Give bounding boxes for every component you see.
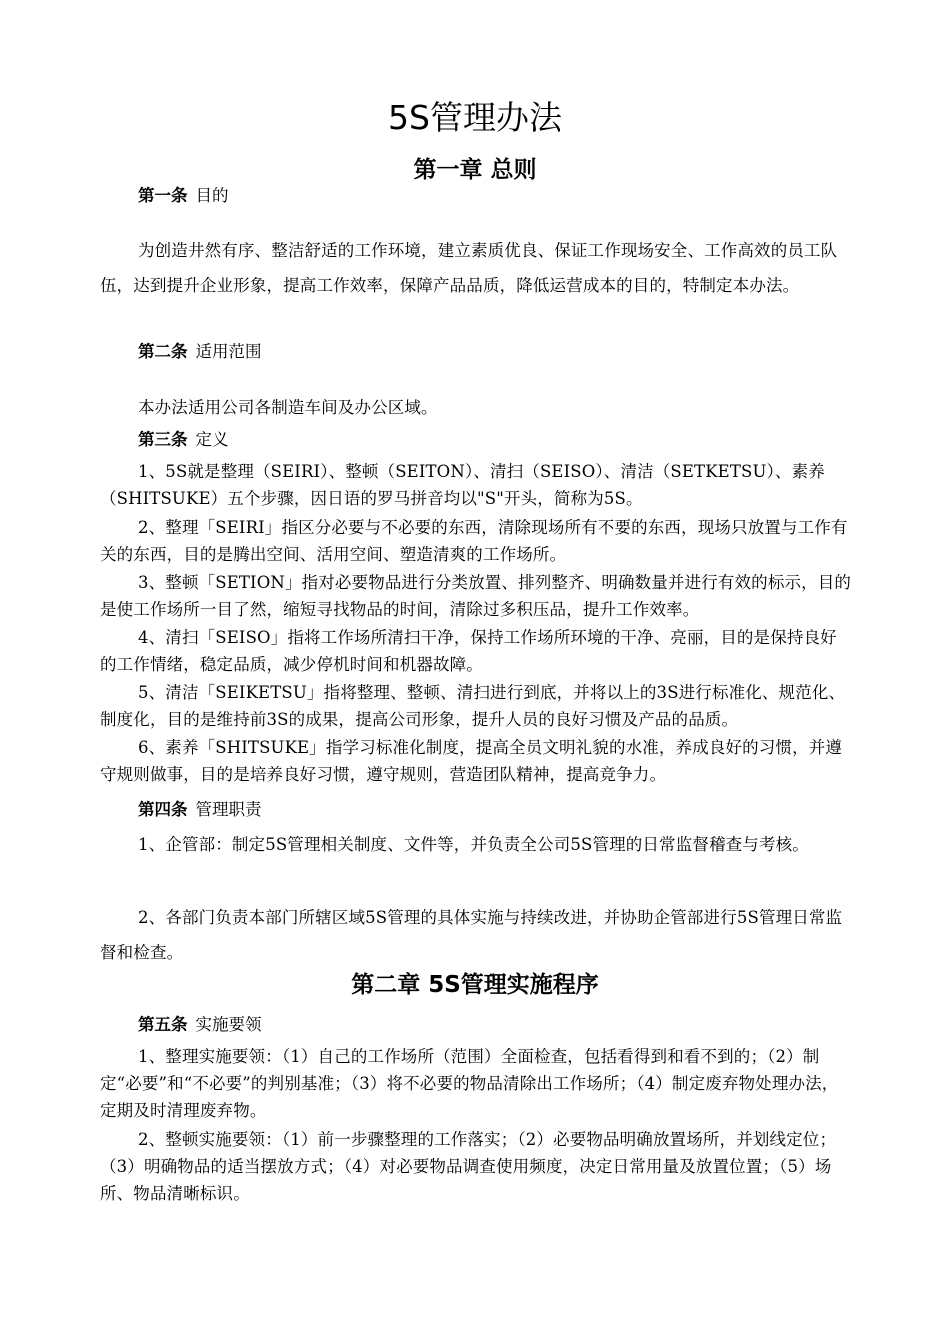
article-name: 定义: [195, 430, 229, 449]
paragraph-definition-1: 1、5S就是整理（SEIRI）、整顿（SEITON）、清扫（SEISO）、清洁（SETKETSU）、素养（SHITSUKE）五个步骤，因日语的罗马拼音均以"S"开头，简称为5S。: [100, 462, 825, 508]
paragraph-definition-5: 5、清洁「SEIKETSU」指将整理、整顿、清扫进行到底，并将以上的3S进行标准化、规范化、制度化，目的是维持前3S的成果，提高公司形象，提升人员的良好习惯及产品的品质。: [100, 683, 846, 729]
paragraph-purpose: 为创造井然有序、整洁舒适的工作环境，建立素质优良、保证工作现场安全、工作高效的员工队伍，达到提升企业形象，提高工作效率，保障产品品质，降低运营成本的目的，特制定本办法。: [100, 241, 838, 295]
paragraph-duty-2: 2、各部门负责本部门所辖区域5S管理的具体实施与持续改进，并协助企管部进行5S管理日常监督和检查。: [100, 908, 843, 962]
article-name: 管理职责: [195, 800, 262, 819]
article-number: 第四条: [138, 800, 188, 819]
article-heading-1: [138, 184, 229, 208]
article-number: 第五条: [138, 1015, 188, 1034]
paragraph-implementation-1: 1、整理实施要领：（1）自己的工作场所（范围）全面检查，包括看得到和看不到的；（2）制定“必要”和“不必要”的判别基准；（3）将不必要的物品清除出工作场所；（4）制定废弃物处理办法，定期及时清理废弃物。: [100, 1047, 839, 1120]
article-name: 实施要领: [195, 1015, 262, 1034]
document-title: 5S管理办法: [388, 98, 562, 137]
article-number: 第三条: [138, 430, 188, 449]
paragraph-duty-1: 1、企管部：制定5S管理相关制度、文件等，并负责全公司5S管理的日常监督稽查与考核。: [138, 835, 809, 854]
paragraph-definition-2: 2、整理「SEIRI」指区分必要与不必要的东西，清除现场所有不要的东西，现场只放置与工作有关的东西，目的是腾出空间、活用空间、塑造清爽的工作场所。: [100, 518, 848, 564]
paragraph-definition-4: 4、清扫「SEISO」指将工作场所清扫干净，保持工作场所环境的干净、亮丽，目的是保持良好的工作情绪，稳定品质，减少停机时间和机器故障。: [100, 628, 837, 674]
paragraph-definition-6: 6、素养「SHITSUKE」指学习标准化制度，提高全员文明礼貌的水准，养成良好的习惯，并遵守规则做事，目的是培养良好习惯，遵守规则，营造团队精神，提高竞争力。: [100, 738, 843, 784]
article-number: 第二条: [138, 342, 188, 361]
paragraph-scope: 本办法适用公司各制造车间及办公区域。: [138, 398, 438, 417]
chapter-heading-2: 第二章 5S管理实施程序: [351, 972, 599, 998]
article-heading-4: [138, 798, 262, 822]
article-heading-3: [138, 428, 229, 452]
paragraph-definition-3: 3、整顿「SETION」指对必要物品进行分类放置、排列整齐、明确数量并进行有效的标示，目的是使工作场所一目了然，缩短寻找物品的时间，清除过多积压品，提升工作效率。: [100, 573, 852, 619]
article-heading-5: [138, 1013, 262, 1037]
article-heading-2: [138, 340, 262, 364]
chapter-heading-1: 第一章 总则: [413, 157, 537, 183]
article-name: 适用范围: [195, 342, 262, 361]
paragraph-implementation-2: 2、整顿实施要领：（1）前一步骤整理的工作落实；（2）必要物品明确放置场所，并划线定位；（3）明确物品的适当摆放方式；（4）对必要物品调查使用频度，决定日常用量及放置位置；（5）场所、物品清晰标识。: [100, 1130, 837, 1203]
article-number: 第一条: [138, 186, 188, 205]
article-name: 目的: [195, 186, 229, 205]
